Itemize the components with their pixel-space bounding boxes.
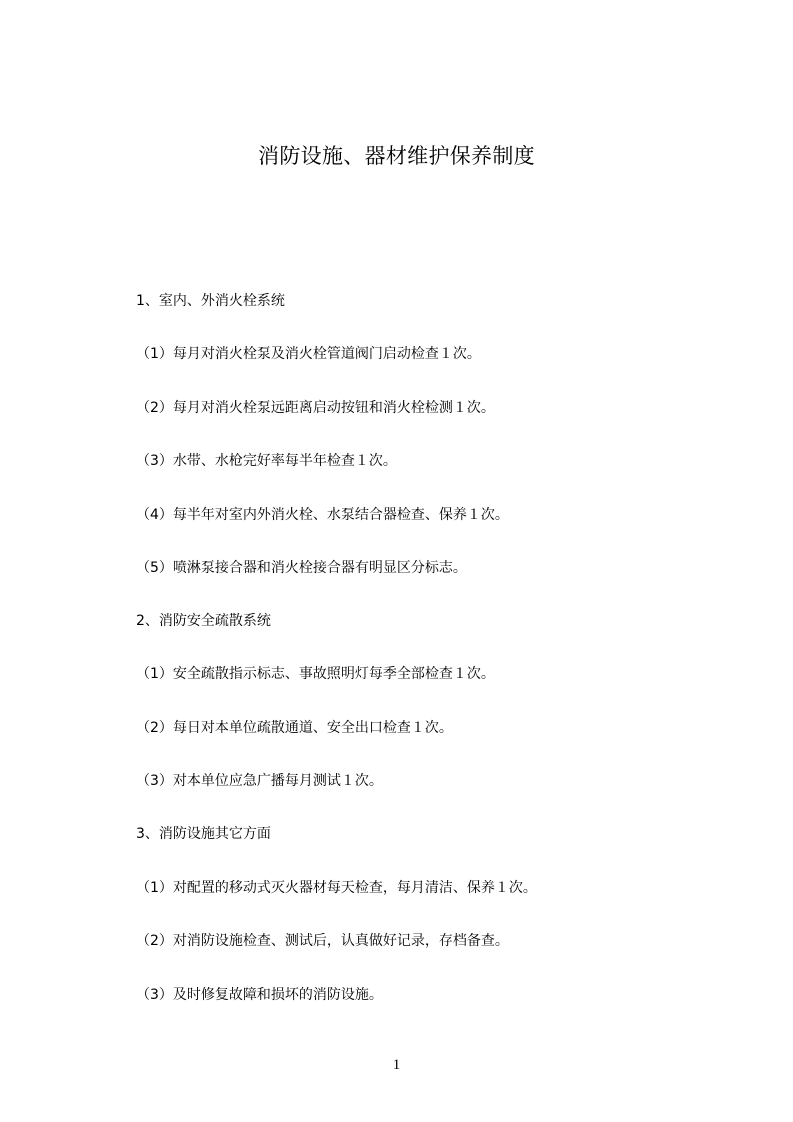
list-item: （3）水带、水枪完好率每半年检查１次。 [136,453,397,469]
list-item: （1）安全疏散指示标志、事故照明灯每季全部检查１次。 [136,666,495,682]
list-item: （5）喷淋泵接合器和消火栓接合器有明显区分标志。 [136,560,467,576]
section-heading-3: 3、消防设施其它方面 [136,826,271,842]
document-title: 消防设施、器材维护保养制度 [258,144,535,168]
list-item: （2）每日对本单位疏散通道、安全出口检查１次。 [136,720,453,736]
list-item: （4）每半年对室内外消火栓、水泵结合器检查、保养１次。 [136,507,509,523]
list-item: （3）及时修复故障和损坏的消防设施。 [136,987,383,1003]
list-item: （3）对本单位应急广播每月测试１次。 [136,773,383,789]
list-item: （1）对配置的移动式灭火器材每天检查，每月清洁、保养１次。 [136,880,537,896]
section-heading-2: 2、消防安全疏散系统 [136,613,271,629]
section-heading-1: 1、室内、外消火栓系统 [136,293,285,309]
list-item: （2）每月对消火栓泵远距离启动按钮和消火栓检测１次。 [136,400,495,416]
page-number: 1 [392,1057,401,1073]
list-item: （2）对消防设施检查、测试后，认真做好记录，存档备查。 [136,933,509,949]
list-item: （1）每月对消火栓泵及消火栓管道阀门启动检查１次。 [136,346,481,362]
